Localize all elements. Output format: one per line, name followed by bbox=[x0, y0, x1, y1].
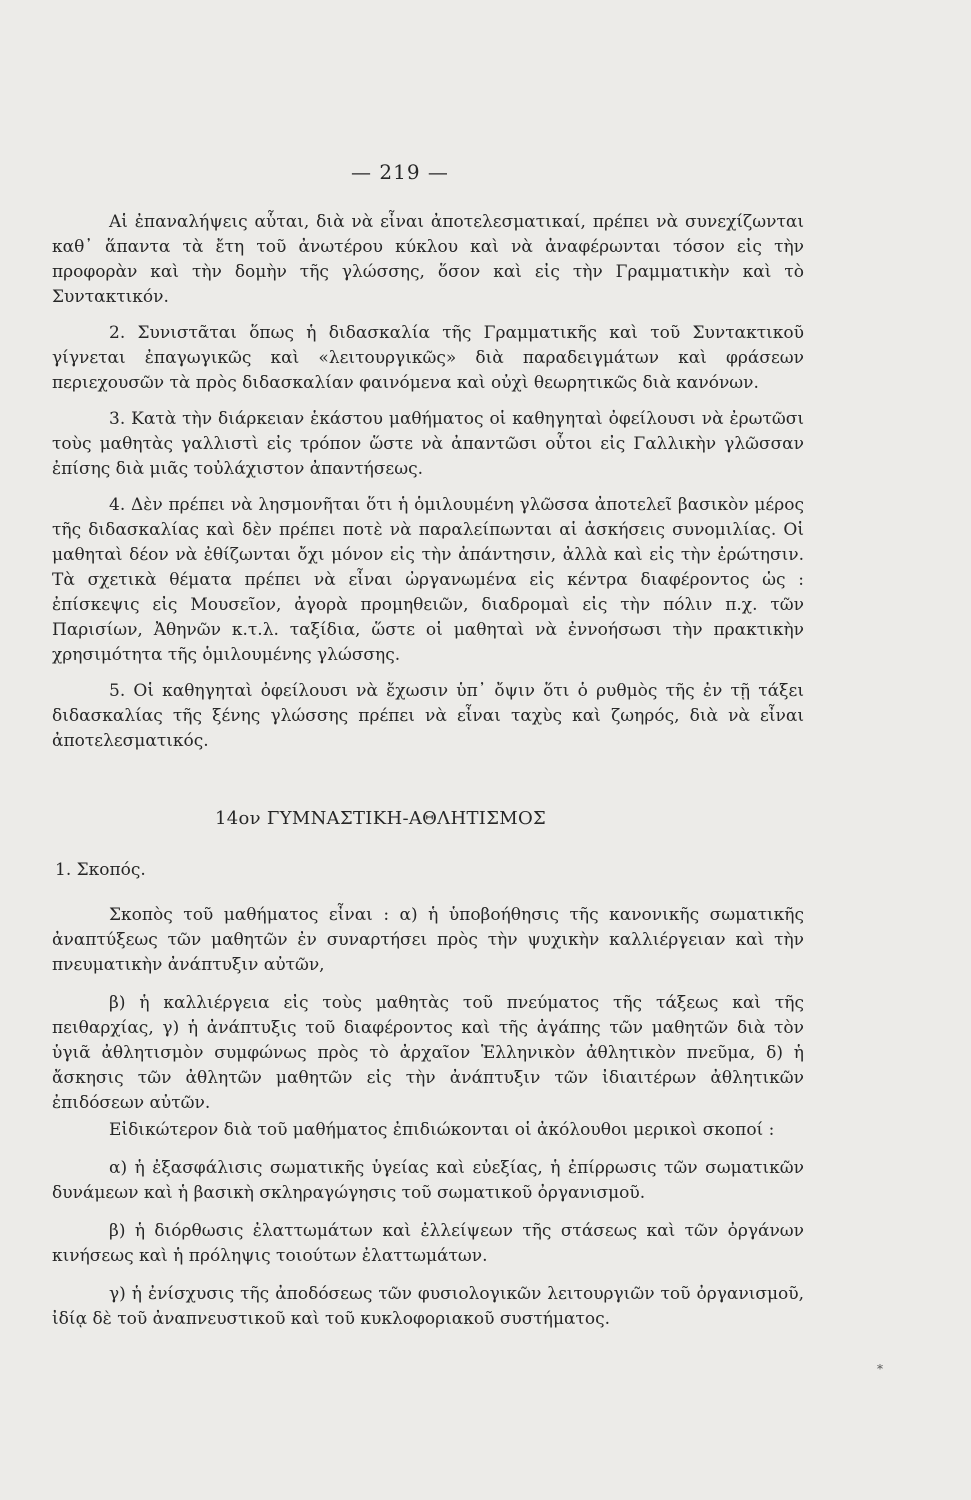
language-teaching-guidelines bbox=[52, 210, 804, 754]
paragraph-repetitions: Αἱ ἐπαναλήψεις αὗται, διὰ νὰ εἶναι ἀποτελεσματικαί, πρέπει νὰ συνεχίζωνται καθ᾽ ἅπαντα τὰ ἔτη τοῦ ἀνωτέρου κύκλου καὶ νὰ ἀναφέρωνται τόσον εἰς τὴν προφορὰν καὶ τὴν δομὴν τῆς γλώσσης, ὅσον καὶ εἰς τὴν Γραμματικὴν καὶ τὸ Συντακτικόν. bbox=[52, 212, 804, 307]
gymnastics-aims bbox=[52, 903, 804, 1332]
paragraph-specific-aim-a: α) ἡ ἐξασφάλισις σωματικῆς ὑγείας καὶ εὐεξίας, ἡ ἐπίρρωσις τῶν σωματικῶν δυνάμεων καὶ ἡ βασικὴ σκληραγώγησις τοῦ σωματικοῦ ὀργανισμοῦ. bbox=[52, 1158, 804, 1203]
paragraph-specific-aim-b: β) ἡ διόρθωσις ἐλαττωμάτων καὶ ἐλλείψεων τῆς στάσεως καὶ τῶν ὀργάνων κινήσεως καὶ ἡ πρόληψις τοιούτων ἐλαττωμάτων. bbox=[52, 1221, 804, 1266]
paragraph-item-3: 3. Κατὰ τὴν διάρκειαν ἑκάστου μαθήματος οἱ καθηγηταὶ ὀφείλουσι νὰ ἐρωτῶσι τοὺς μαθητὰς γαλλιστὶ εἰς τρόπον ὥστε νὰ ἀπαντῶσι οὗτοι εἰς Γαλλικὴν γλῶσσαν ἐπίσης διὰ μιᾶς τοὐλάχιστον ἀπαντήσεως. bbox=[52, 409, 804, 479]
paragraph-specific-aims-intro: Εἰδικώτερον διὰ τοῦ μαθήματος ἐπιδιώκονται οἱ ἀκόλουθοι μερικοὶ σκοποί : bbox=[109, 1120, 775, 1140]
paragraph-item-4: 4. Δὲν πρέπει νὰ λησμονῆται ὅτι ἡ ὁμιλουμένη γλῶσσα ἀποτελεῖ βασικὸν μέρος τῆς διδασκαλίας καὶ δὲν πρέπει ποτὲ νὰ παραλείπωνται αἱ ἀσκήσεις συνομιλίας. Οἱ μαθηταὶ δέον νὰ ἐθίζωνται ὄχι μόνον εἰς τὴν ἀπάντησιν, ἀλλὰ καὶ εἰς τὴν ἐρώτησιν. Τὰ σχετικὰ θέματα πρέπει νὰ εἶναι ὠργανωμένα εἰς κέντρα διαφέροντος ὡς : ἐπίσκεψις εἰς Μουσεῖον, ἀγορὰ προμηθειῶν, διαδρομαὶ εἰς τὴν πόλιν π.χ. τῶν Παρισίων, Ἀθηνῶν κ.τ.λ. ταξίδια, ὥστε οἱ μαθηταὶ νὰ ἐννοήσωσι τὴν πρακτικὴν χρησιμότητα τῆς ὁμιλουμένης γλώσσης. bbox=[52, 495, 804, 665]
page-number: — 219 — bbox=[351, 160, 449, 184]
printer-mark: * bbox=[877, 1362, 883, 1376]
paragraph-aim-a: Σκοπὸς τοῦ μαθήματος εἶναι : α) ἡ ὑποβοήθησις τῆς κανονικῆς σωματικῆς ἀναπτύξεως τῶν μαθητῶν ἐν συναρτήσει πρὸς τὴν ψυχικὴν καλλιέργειαν καὶ τὴν πνευματικὴν ἀνάπτυξιν αὐτῶν, bbox=[52, 905, 804, 975]
paragraph-item-5: 5. Οἱ καθηγηταὶ ὀφείλουσι νὰ ἔχωσιν ὑπ᾽ ὄψιν ὅτι ὁ ρυθμὸς τῆς ἐν τῇ τάξει διδασκαλίας τῆς ξένης γλώσσης πρέπει νὰ εἶναι ταχὺς καὶ ζωηρός, διὰ νὰ εἶναι ἀποτελεσματικός. bbox=[52, 681, 804, 751]
chapter-title: 14ον ΓΥΜΝΑΣΤΙΚΗ-ΑΘΛΗΤΙΣΜΟΣ bbox=[215, 808, 547, 829]
section-heading: 1. Σκοπός. bbox=[55, 860, 146, 880]
paragraph-aim-b-d: β) ἡ καλλιέργεια εἰς τοὺς μαθητὰς τοῦ πνεύματος τῆς τάξεως καὶ τῆς πειθαρχίας, γ) ἡ ἀνάπτυξις τοῦ διαφέροντος καὶ τῆς ἀγάπης τῶν μαθητῶν διὰ τὸν ὑγιᾶ ἀθλητισμὸν συμφώνως πρὸς τὸ ἀρχαῖον Ἑλληνικὸν ἀθλητικὸν πνεῦμα, δ) ἡ ἄσκησις τῶν ἀθλητῶν μαθητῶν εἰς τὴν ἀνάπτυξιν τῶν ἰδιαιτέρων ἀθλητικῶν ἐπιδόσεων αὐτῶν. bbox=[52, 993, 804, 1113]
paragraph-item-2: 2. Συνιστᾶται ὅπως ἡ διδασκαλία τῆς Γραμματικῆς καὶ τοῦ Συντακτικοῦ γίγνεται ἐπαγωγικῶς καὶ «λειτουργικῶς» διὰ παραδειγμάτων καὶ φράσεων περιεχουσῶν τὰ πρὸς διδασκαλίαν φαινόμενα καὶ οὐχὶ θεωρητικῶς διὰ κανόνων. bbox=[52, 323, 804, 393]
paragraph-specific-aim-c: γ) ἡ ἐνίσχυσις τῆς ἀποδόσεως τῶν φυσιολογικῶν λειτουργιῶν τοῦ ὀργανισμοῦ, ἰδίᾳ δὲ τοῦ ἀναπνευστικοῦ καὶ τοῦ κυκλοφοριακοῦ συστήματος. bbox=[52, 1284, 804, 1329]
